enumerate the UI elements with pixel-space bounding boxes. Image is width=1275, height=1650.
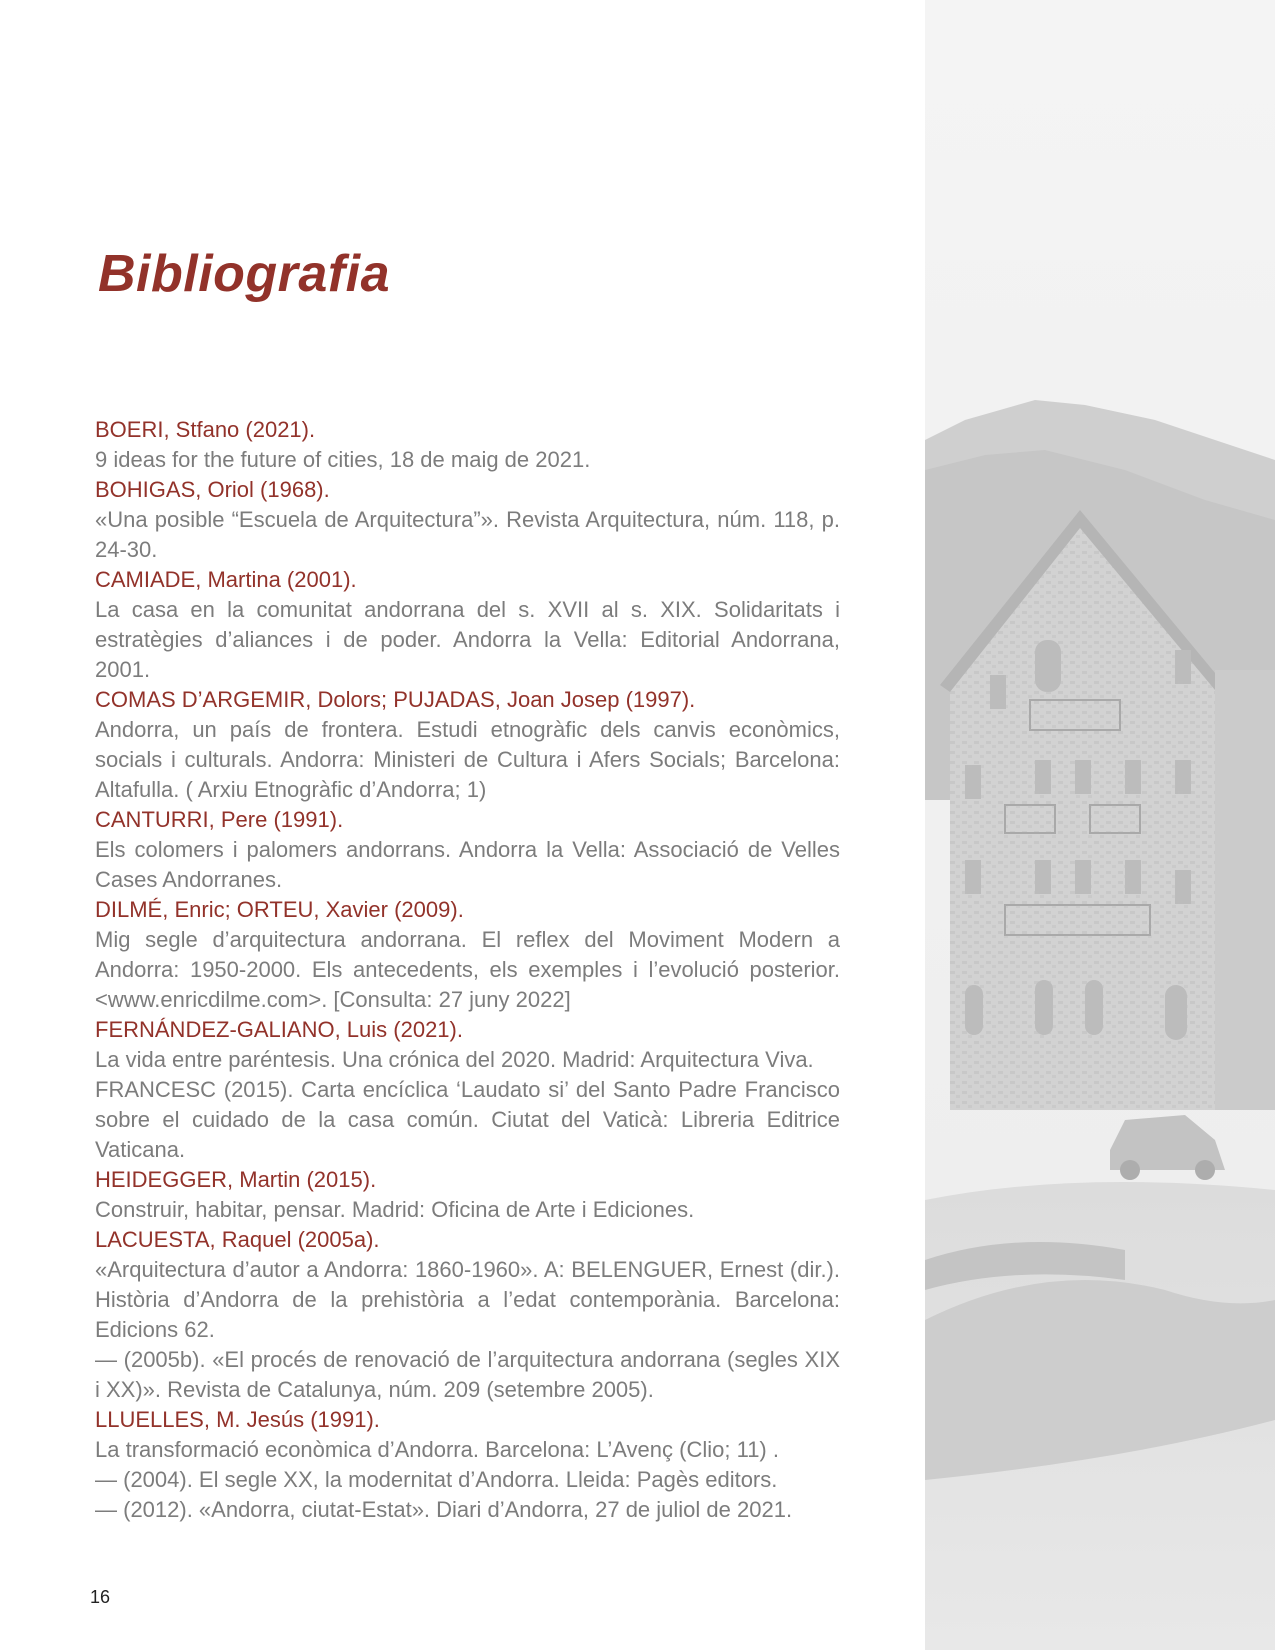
entry-reference: — (2012). «Andorra, ciutat-Estat». Diari d’Andorra, 27 de juliol de 2021.	[95, 1497, 793, 1522]
entry-reference: «Arquitectura d’autor a Andorra: 1860-1960». A: BELENGUER, Ernest (dir.). Història d’Andorra de la prehistòria a l’edat contemporània. Barcelona: Edicions 62.	[95, 1257, 840, 1342]
entry-author: DILMÉ, Enric; ORTEU, Xavier (2009).	[95, 897, 464, 922]
entry-reference: — (2004). El segle XX, la modernitat d’Andorra. Lleida: Pagès editors.	[95, 1467, 778, 1492]
entry-reference: Construir, habitar, pensar. Madrid: Oficina de Arte i Ediciones.	[95, 1197, 695, 1222]
bibliography-list	[95, 415, 840, 1525]
entry-reference: FRANCESC (2015). Carta encíclica ‘Laudato si’ del Santo Padre Francisco sobre el cuidado de la casa común. Ciutat del Vaticà: Libreria Editrice Vaticana.	[95, 1077, 840, 1162]
entry-author: FERNÁNDEZ-GALIANO, Luis (2021).	[95, 1017, 463, 1042]
entry-reference: Els colomers i palomers andorrans. Andorra la Vella: Associació de Velles Cases Andorranes.	[95, 837, 840, 892]
entry-author: HEIDEGGER, Martin (2015).	[95, 1167, 377, 1192]
entry-reference: La vida entre paréntesis. Una crónica del 2020. Madrid: Arquitectura Viva.	[95, 1047, 814, 1072]
entry-reference: «Una posible “Escuela de Arquitectura”». Revista Arquitectura, núm. 118, p. 24-30.	[95, 507, 840, 562]
entry-author: LACUESTA, Raquel (2005a).	[95, 1227, 380, 1252]
entry-author: LLUELLES, M. Jesús (1991).	[95, 1407, 380, 1432]
entry-reference: 9 ideas for the future of cities, 18 de maig de 2021.	[95, 447, 591, 472]
entry-author: CANTURRI, Pere (1991).	[95, 807, 344, 832]
entry-author: COMAS D’ARGEMIR, Dolors; PUJADAS, Joan Josep (1997).	[95, 687, 696, 712]
page-title: Bibliografia	[98, 245, 391, 303]
entry-author: BOERI, Stfano (2021).	[95, 417, 316, 442]
page-number: 16	[90, 1587, 111, 1607]
entry-reference: Mig segle d’arquitectura andorrana. El reflex del Moviment Modern a Andorra: 1950-2000. Els antecedents, els exemples i l’evolució posterior. <www.enricdilme.com>. [Consulta: 27 juny 2022]	[95, 927, 840, 1012]
entry-reference: La transformació econòmica d’Andorra. Barcelona: L’Avenç (Clio; 11) .	[95, 1437, 779, 1462]
entry-reference: La casa en la comunitat andorrana del s. XVII al s. XIX. Solidaritats i estratègies d’aliances i de poder. Andorra la Vella: Editorial Andorrana, 2001.	[95, 597, 840, 682]
background-photo	[925, 0, 1275, 1650]
entry-reference: — (2005b). «El procés de renovació de l’arquitectura andorrana (segles XIX i XX)». Revista de Catalunya, núm. 209 (setembre 2005).	[95, 1347, 840, 1402]
entry-author: CAMIADE, Martina (2001).	[95, 567, 357, 592]
entry-reference: Andorra, un país de frontera. Estudi etnogràfic dels canvis econòmics, socials i culturals. Andorra: Ministeri de Cultura i Afers Socials; Barcelona: Altafulla. ( Arxiu Etnogràfic d’Andorra; 1)	[95, 717, 840, 802]
entry-author: BOHIGAS, Oriol (1968).	[95, 477, 330, 502]
